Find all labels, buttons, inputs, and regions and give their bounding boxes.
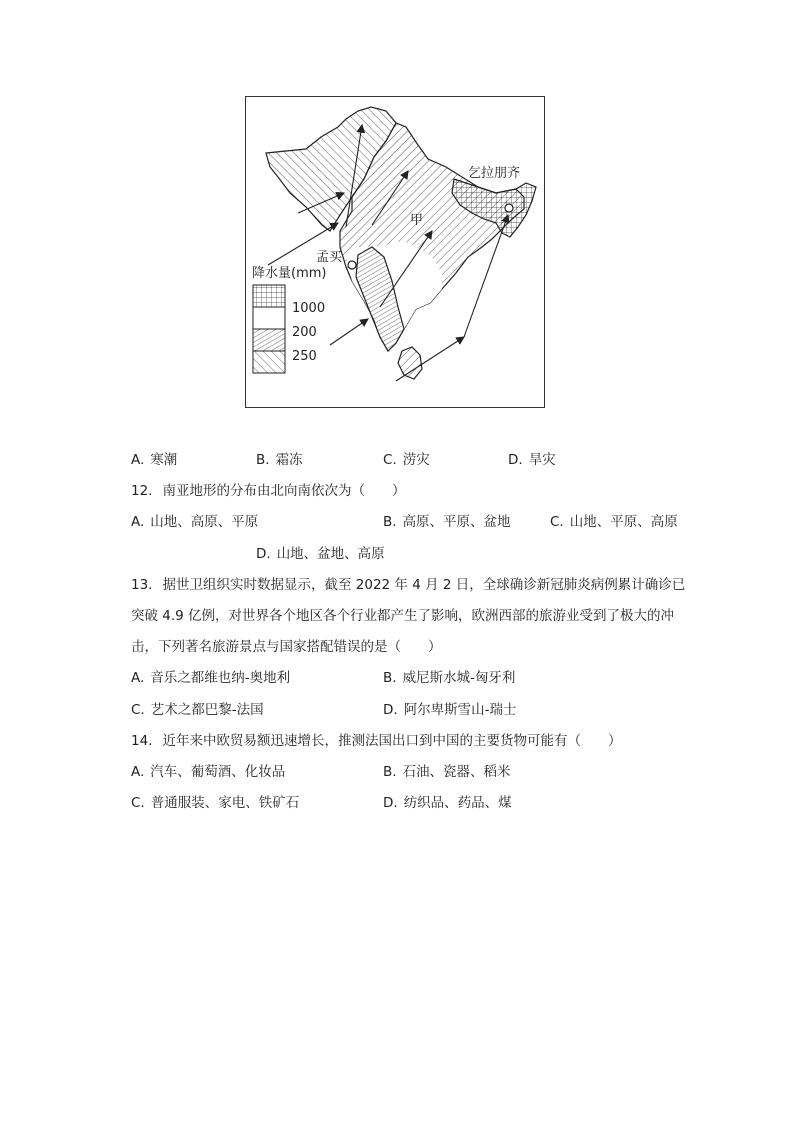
option-text: 阿尔卑斯雪山-瑞士	[403, 702, 517, 718]
q12-option-c[interactable]	[550, 516, 678, 530]
q12-option-b[interactable]	[383, 516, 511, 530]
option-text: 涝灾	[402, 452, 430, 468]
option-letter: A.	[131, 452, 145, 468]
city-label-mumbai: 孟买	[316, 250, 343, 265]
question-text: 据世卫组织实时数据显示，截至 2022 年 4 月 2 日，全球确诊新冠肺炎病例累计确诊已	[162, 577, 686, 593]
option-text: 旱灾	[528, 452, 556, 468]
south-asia-rainfall-map	[245, 96, 545, 408]
legend-value-250: 250	[292, 349, 317, 364]
option-text: 山地、盆地、高原	[276, 546, 385, 562]
option-text: 石油、瓷器、稻米	[402, 764, 511, 780]
option-letter: D.	[383, 702, 398, 718]
question-text: 南亚地形的分布由北向南依次为（ ）	[162, 483, 406, 499]
q12-option-a[interactable]	[131, 516, 258, 530]
option-text: 汽车、葡萄酒、化妆品	[150, 764, 286, 780]
option-letter: D.	[256, 546, 271, 562]
question-number: 13.	[131, 577, 153, 593]
question-number: 12.	[131, 483, 153, 499]
q13-option-a[interactable]	[131, 672, 290, 686]
legend-title: 降水量(mm)	[252, 266, 327, 281]
option-letter: A.	[131, 764, 145, 780]
q14-option-a[interactable]	[131, 766, 285, 780]
legend-swatch-200	[253, 307, 285, 329]
option-letter: B.	[256, 452, 270, 468]
option-letter: A.	[131, 514, 145, 530]
sri-lanka	[398, 347, 422, 379]
city-label-cherrapunji: 乞拉朋齐	[468, 166, 521, 181]
option-letter: B.	[383, 514, 397, 530]
q11-option-b[interactable]	[256, 454, 303, 468]
option-text: 高原、平原、盆地	[402, 514, 511, 530]
legend-value-1000: 1000	[292, 301, 326, 316]
option-letter: D.	[508, 452, 523, 468]
question-number: 14.	[131, 733, 153, 749]
q14-option-b[interactable]	[383, 766, 511, 780]
q11-option-a[interactable]	[131, 454, 177, 468]
q13-option-b[interactable]	[383, 672, 515, 686]
legend-swatch-250a	[253, 329, 285, 351]
q13-stem-line-1	[131, 579, 685, 593]
legend-value-200: 200	[292, 325, 317, 340]
option-text: 艺术之都巴黎-法国	[150, 702, 264, 718]
option-text: 霜冻	[275, 452, 303, 468]
option-text: 纺织品、药品、煤	[403, 795, 512, 811]
q14-option-c[interactable]	[131, 797, 299, 811]
region-label-jia: 甲	[410, 213, 424, 228]
q11-option-c[interactable]	[383, 454, 430, 468]
legend-swatch-1000	[253, 285, 285, 307]
option-letter: A.	[131, 670, 145, 686]
legend-swatch-250b	[253, 351, 285, 373]
option-letter: C.	[383, 452, 397, 468]
q13-option-d[interactable]	[383, 704, 517, 718]
q14-stem	[131, 735, 621, 749]
q12-stem	[131, 485, 405, 499]
option-text: 普通服装、家电、铁矿石	[150, 795, 300, 811]
option-letter: B.	[383, 670, 397, 686]
q13-stem-line-3: 击，下列著名旅游景点与国家搭配错误的是（ ）	[131, 639, 442, 655]
cherrapunji-marker	[505, 204, 513, 212]
option-text: 音乐之都维也纳-奥地利	[150, 670, 291, 686]
option-text: 山地、高原、平原	[150, 514, 259, 530]
q12-option-d[interactable]	[256, 548, 385, 562]
map-drawing	[246, 97, 546, 409]
option-letter: D.	[383, 795, 398, 811]
mumbai-marker	[348, 261, 356, 269]
option-letter: C.	[131, 702, 145, 718]
q13-stem-line-2: 突破 4.9 亿例，对世界各个地区各个行业都产生了影响，欧洲西部的旅游业受到了极大的冲	[131, 608, 675, 624]
question-text: 近年来中欧贸易额迅速增长，推测法国出口到中国的主要货物可能有（ ）	[162, 733, 622, 749]
q14-option-d[interactable]	[383, 797, 512, 811]
wind-arrow	[330, 319, 368, 345]
q13-option-c[interactable]	[131, 704, 264, 718]
option-text: 山地、平原、高原	[569, 514, 678, 530]
option-letter: C.	[550, 514, 564, 530]
option-letter: B.	[383, 764, 397, 780]
option-text: 威尼斯水城-匈牙利	[402, 670, 516, 686]
q11-option-d[interactable]	[508, 454, 556, 468]
option-text: 寒潮	[150, 452, 178, 468]
option-letter: C.	[131, 795, 145, 811]
